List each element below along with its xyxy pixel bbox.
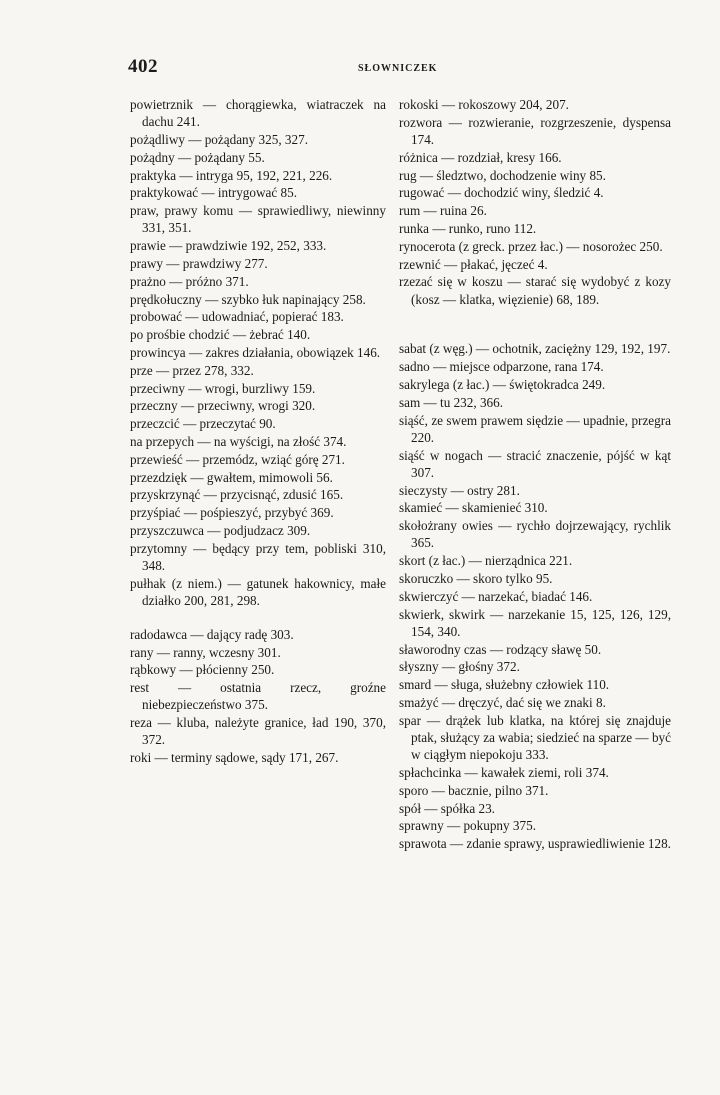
glossary-entry: na przepych — na wyścigi, na złość 374.	[130, 433, 347, 449]
glossary-entry: słyszny — głośny 372.	[399, 659, 520, 675]
glossary-entry: po prośbie chodzić — żebrać 140.	[130, 327, 311, 343]
glossary-entry: prażno — próżno 371.	[130, 273, 249, 289]
glossary-entry: rzezać się w koszu — starać się wydobyć z kozy (kosz — klatka, więzienie) 68, 189.	[399, 274, 671, 307]
left-column	[130, 96, 386, 767]
glossary-entry: przeciwny — wrogi, burzliwy 159.	[130, 380, 316, 396]
glossary-entry: przeczny — przeciwny, wrogi 320.	[130, 398, 316, 414]
right-entry-group-1	[399, 96, 671, 308]
right-entry-group-2	[399, 340, 671, 852]
glossary-entry: skoruczko — skoro tylko 95.	[399, 570, 553, 586]
glossary-entry: sabat (z węg.) — ochotnik, zaciężny 129, 192, 197.	[399, 341, 671, 357]
glossary-entry: rugować — dochodzić winy, śledzić 4.	[399, 185, 604, 201]
glossary-entry: reza — kluba, należyte granice, ład 190, 370, 372.	[130, 715, 386, 748]
glossary-entry: rynocerota (z greck. przez łac.) — nosorożec 250.	[399, 238, 663, 254]
glossary-entry: przyszczuwca — podjudzacz 309.	[130, 522, 311, 538]
glossary-entry: skwierczyć — narzekać, biadać 146.	[399, 588, 593, 604]
glossary-entry: przytomny — będący przy tem, pobliski 310, 348.	[130, 540, 386, 573]
glossary-entry: skołożrany owies — rychło dojrzewający, rychlik 365.	[399, 518, 671, 551]
glossary-entry: sieczysty — ostry 281.	[399, 482, 520, 498]
glossary-entry: rest — ostatnia rzecz, groźne niebezpieczeństwo 375.	[130, 680, 386, 713]
glossary-entry: sławorodny czas — rodzący sławę 50.	[399, 641, 602, 657]
glossary-entry: spar — drążek lub klatka, na której się znajduje ptak, służący za wabia; siedzieć na sparze — być w ciągłym niepokoju 333.	[399, 712, 671, 763]
section-gap	[130, 610, 386, 626]
glossary-entry: sprawota — zdanie sprawy, usprawiedliwienie 128.	[399, 836, 671, 852]
left-entry-group-1	[130, 96, 386, 609]
right-column	[399, 96, 671, 853]
glossary-entry: smażyć — dręczyć, dać się we znaki 8.	[399, 694, 606, 710]
left-entry-group-2	[130, 626, 386, 767]
glossary-entry: powietrznik — chorągiewka, wiatraczek na dachu 241.	[130, 97, 386, 130]
glossary-entry: prowincya — zakres działania, obowiązek 146.	[130, 344, 381, 360]
glossary-entry: smard — sługa, służebny człowiek 110.	[399, 677, 610, 693]
glossary-entry: spłachcinka — kawałek ziemi, roli 374.	[399, 764, 609, 780]
glossary-entry: praw, prawy komu — sprawiedliwy, niewinny 331, 351.	[130, 203, 386, 236]
glossary-entry: siąść, ze swem prawem siędzie — upadnie, przegra 220.	[399, 412, 671, 445]
glossary-entry: prędkołuczny — szybko łuk napinający 258.	[130, 291, 366, 307]
glossary-entry: pułhak (z niem.) — gatunek hakownicy, małe działko 200, 281, 298.	[130, 575, 386, 608]
glossary-entry: prawie — prawdziwie 192, 252, 333.	[130, 238, 327, 254]
glossary-entry: przewieść — przemódz, wziąć górę 271.	[130, 451, 345, 467]
glossary-entry: rzewnić — płakać, jęczeć 4.	[399, 256, 548, 272]
glossary-entry: przyśpiać — pośpieszyć, przybyć 369.	[130, 505, 334, 521]
glossary-entry: roki — terminy sądowe, sądy 171, 267.	[130, 750, 339, 766]
glossary-entry: przeczcić — przeczytać 90.	[130, 416, 276, 432]
glossary-entry: skwierk, skwirk — narzekanie 15, 125, 126, 129, 154, 340.	[399, 606, 671, 639]
glossary-entry: runka — runko, runo 112.	[399, 220, 537, 236]
glossary-entry: sprawny — pokupny 375.	[399, 818, 536, 834]
glossary-entry: prawy — prawdziwy 277.	[130, 255, 268, 271]
glossary-entry: prze — przez 278, 332.	[130, 362, 254, 378]
glossary-entry: probować — udowadniać, popierać 183.	[130, 309, 344, 325]
glossary-entry: sakrylega (z łac.) — świętokradca 249.	[399, 376, 606, 392]
glossary-entry: skort (z łac.) — nierządnica 221.	[399, 553, 573, 569]
glossary-entry: przezdzięk — gwałtem, mimowoli 56.	[130, 469, 333, 485]
glossary-entry: sadno — miejsce odparzone, rana 174.	[399, 359, 604, 375]
glossary-entry: rąbkowy — płócienny 250.	[130, 662, 275, 678]
running-title: SŁOWNICZEK	[358, 63, 438, 74]
glossary-entry: praktyka — intryga 95, 192, 221, 226.	[130, 167, 333, 183]
glossary-entry: rozwora — rozwieranie, rozgrzeszenie, dyspensa 174.	[399, 114, 671, 147]
glossary-entry: radodawca — dający radę 303.	[130, 626, 294, 642]
glossary-entry: skamieć — skamienieć 310.	[399, 500, 548, 516]
glossary-entry: spół — spółka 23.	[399, 800, 495, 816]
glossary-entry: rug — śledztwo, dochodzenie winy 85.	[399, 167, 606, 183]
glossary-entry: pożądliwy — pożądany 325, 327.	[130, 132, 308, 147]
glossary-entry: rany — ranny, wczesny 301.	[130, 644, 281, 660]
glossary-entry: różnica — rozdział, kresy 166.	[399, 149, 562, 165]
glossary-entry: przyskrzynąć — przycisnąć, zdusić 165.	[130, 487, 344, 503]
glossary-entry: sam — tu 232, 366.	[399, 394, 504, 410]
glossary-entry: pożądny — pożądany 55.	[130, 149, 265, 165]
section-gap	[399, 308, 671, 340]
page-number: 402	[128, 56, 158, 77]
glossary-entry: siąść w nogach — stracić znaczenie, pójść w kąt 307.	[399, 447, 671, 480]
glossary-entry: sporo — bacznie, pilno 371.	[399, 782, 549, 798]
glossary-entry: praktykować — intrygować 85.	[130, 185, 297, 201]
glossary-entry: rokoski — rokoszowy 204, 207.	[399, 97, 569, 112]
glossary-entry: rum — ruina 26.	[399, 203, 487, 219]
